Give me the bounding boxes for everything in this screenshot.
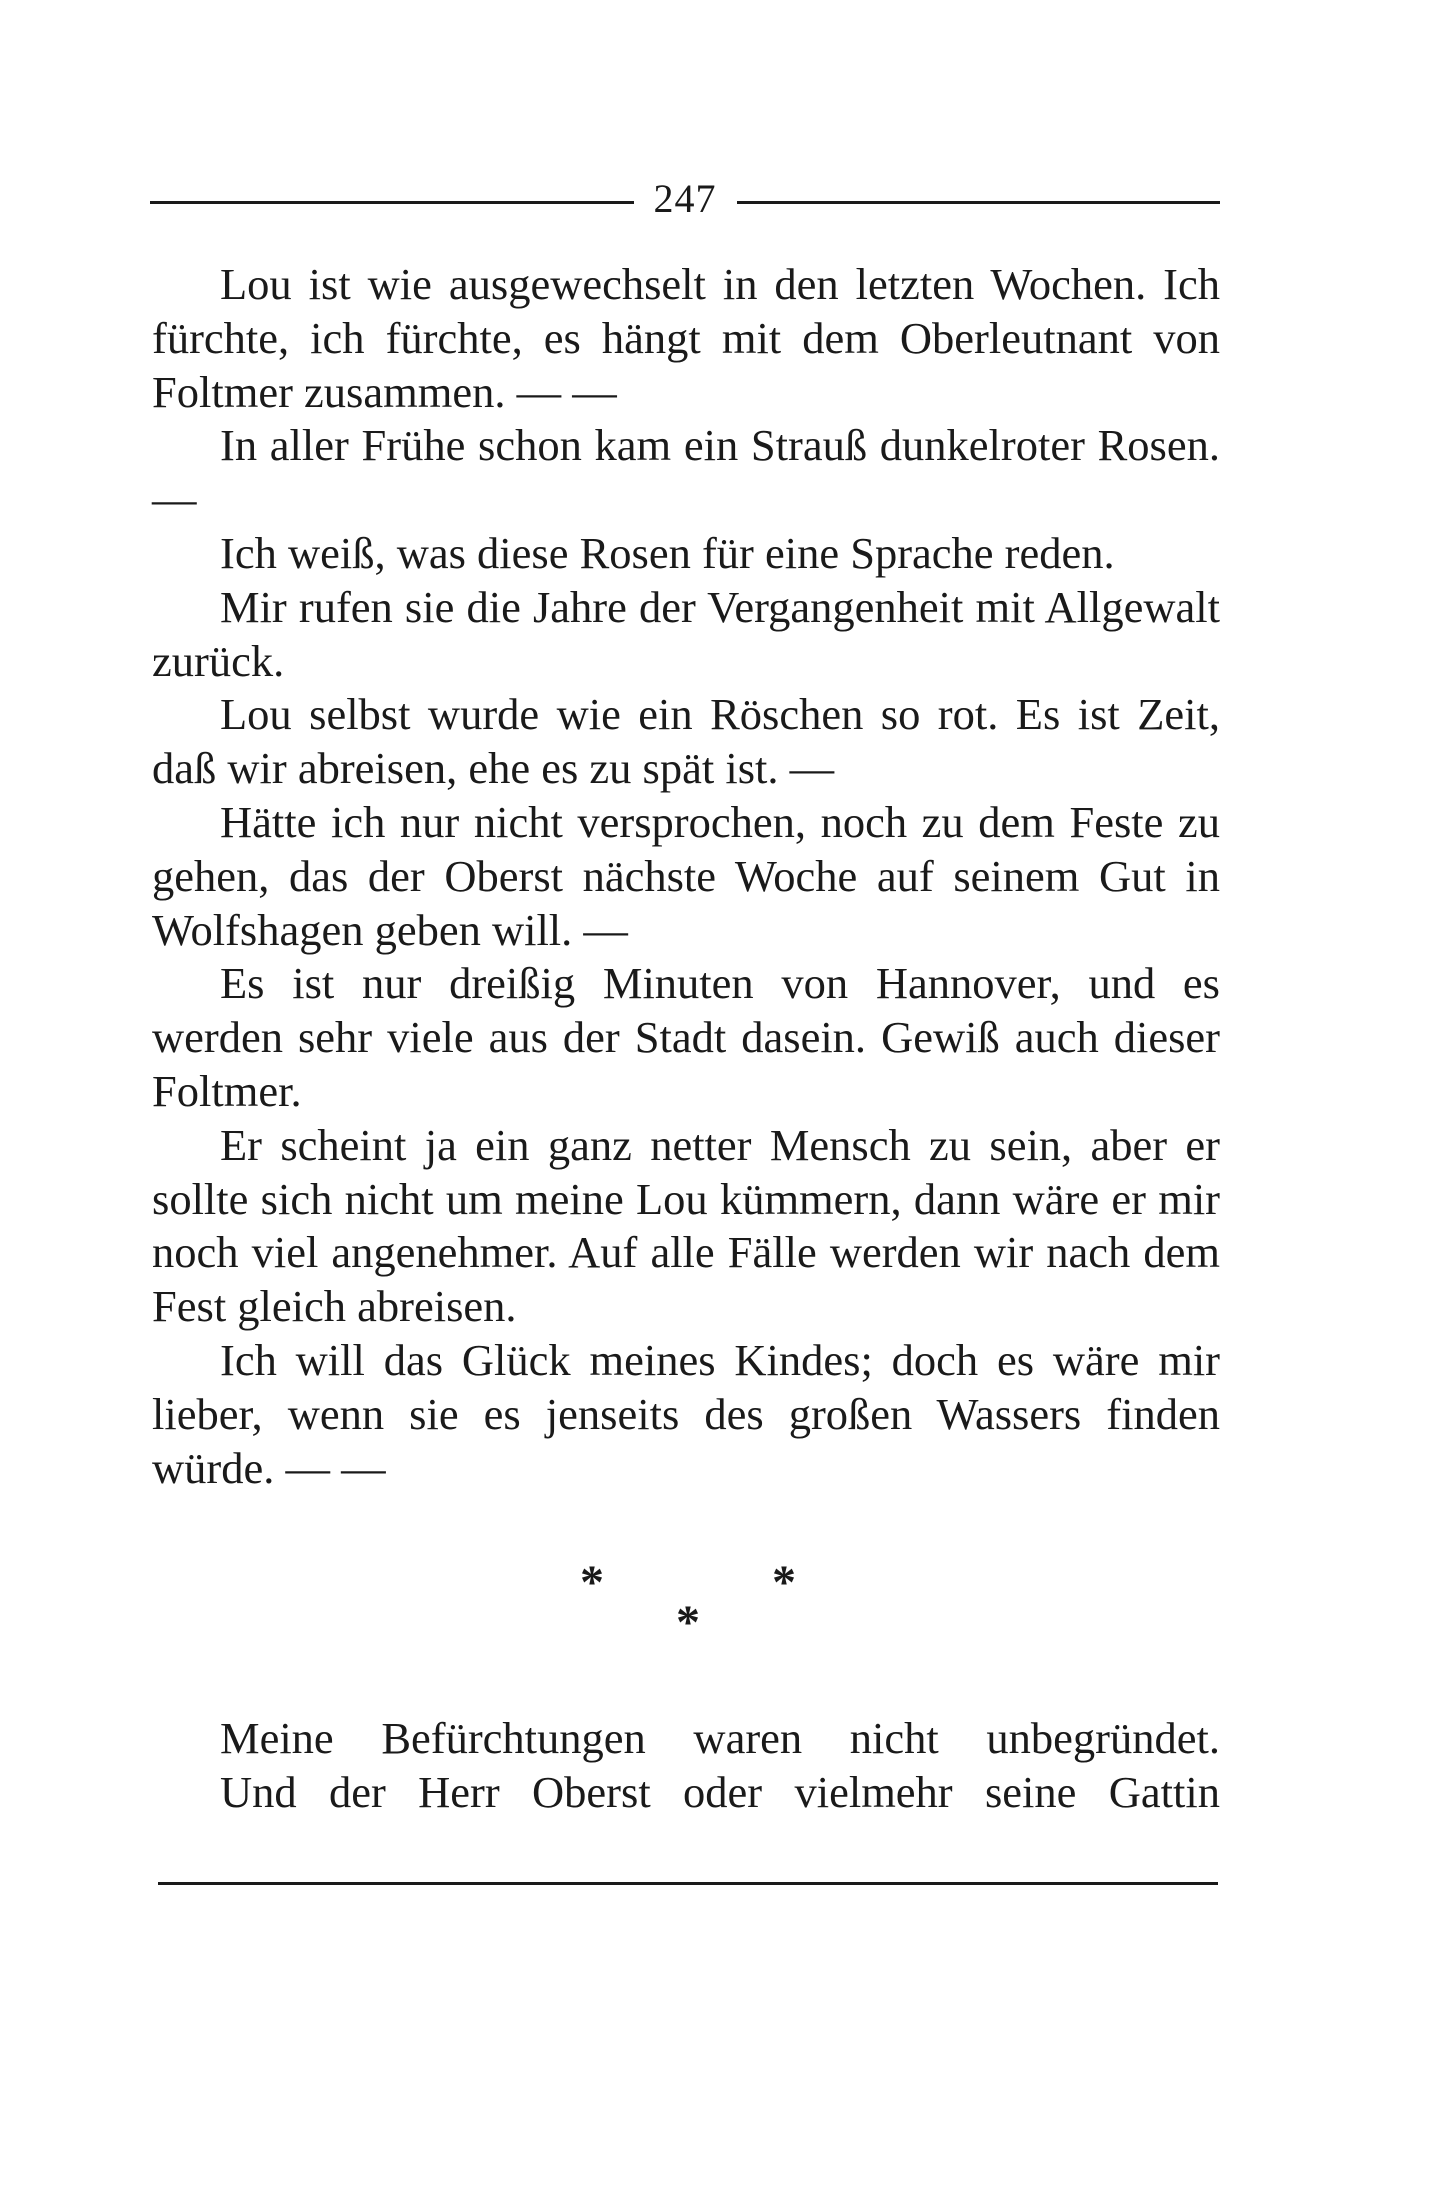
paragraph: In aller Frühe schon kam ein Strauß dunkelroter Rosen. —	[152, 420, 1220, 525]
footer-rule	[158, 1882, 1218, 1885]
continuation-line: Meine Befürchtungen waren nicht unbegründet.	[220, 1713, 1220, 1763]
page-number: 247	[653, 175, 717, 221]
continuation-line: Und der Herr Oberst oder vielmehr seine Gattin	[220, 1766, 1220, 1817]
header-rule-left	[150, 201, 634, 204]
paragraph: Mir rufen sie die Jahre der Vergangenheit mit Allgewalt zurück.	[152, 581, 1220, 686]
paragraph: Lou ist wie ausgewechselt in den letzten Wochen. Ich fürchte, ich fürchte, es hängt mit dem Oberleutnant von Foltmer zusammen. — —	[152, 259, 1220, 417]
paragraph: Ich weiß, was diese Rosen für eine Sprache reden.	[220, 527, 1115, 578]
paragraph: Lou selbst wurde wie ein Röschen so rot. Es ist Zeit, daß wir abreisen, ehe es zu spät ist. —	[152, 689, 1220, 794]
paragraph: Ich will das Glück meines Kindes; doch es wäre mir lieber, wenn sie es jenseits des großen Wassers finden würde. — —	[152, 1334, 1220, 1493]
paragraph: Er scheint ja ein ganz netter Mensch zu sein, aber er sollte sich nicht um meine Lou kümmern, dann wäre er mir noch viel angenehmer. Auf alle Fälle werden wir nach dem Fest gleich abreisen.	[152, 1119, 1220, 1332]
body-text	[152, 258, 1220, 1495]
page-header	[150, 168, 1220, 228]
paragraph: Es ist nur dreißig Minuten von Hannover, und es werden sehr viele aus der Stadt dasein. Gewiß auch dieser Foltmer.	[152, 958, 1220, 1116]
header-rule-right	[737, 201, 1221, 204]
asterisk: *	[772, 1556, 796, 1609]
continuation-text	[152, 1712, 1220, 1820]
asterisk: *	[676, 1596, 700, 1649]
paragraph: Hätte ich nur nicht versprochen, noch zu dem Feste zu gehen, das der Oberst nächste Woche auf seinem Gut in Wolfshagen geben will. —	[152, 796, 1220, 955]
section-break-asterism	[560, 1555, 820, 1649]
asterisk: *	[580, 1556, 604, 1609]
